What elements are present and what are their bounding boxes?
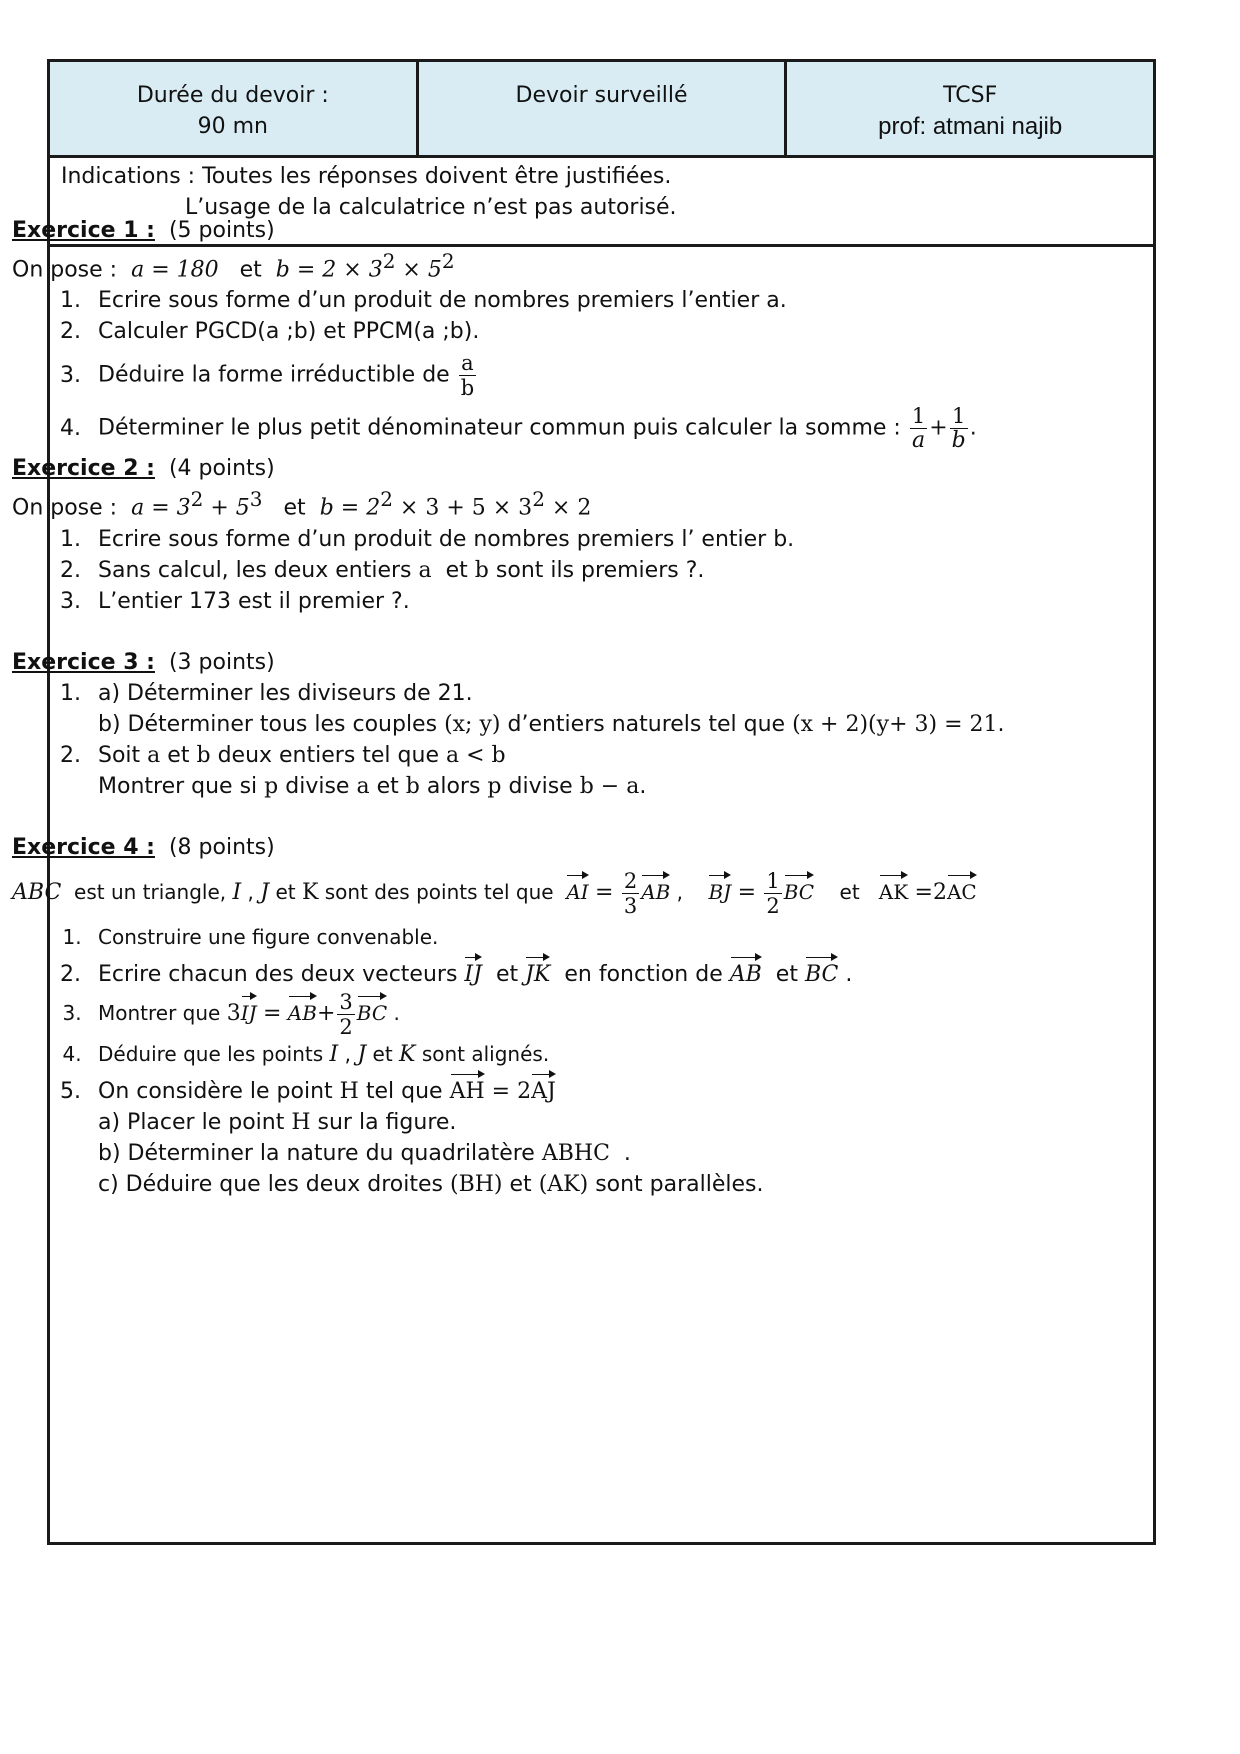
frac-num: 1	[766, 868, 780, 893]
vec-ab2: AB	[730, 953, 762, 990]
vec-ah: AH	[450, 1070, 485, 1107]
vec-ij: IJ	[464, 953, 482, 990]
ex2-et2: et	[445, 557, 468, 583]
ex2-q2a: Sans calcul, les deux entiers	[98, 557, 412, 583]
vec-ak: AK	[879, 871, 908, 908]
ex3-var-p2: p	[487, 773, 502, 799]
ex2-title: Exercice 2 :	[12, 456, 155, 482]
ex2-q2b: sont ils premiers ?.	[495, 557, 705, 583]
ex1-frac-1a	[910, 404, 927, 453]
indications-line1: Indications : Toutes les réponses doivent être justifiées.	[61, 164, 672, 189]
header-title	[416, 62, 785, 155]
indications-line2: L’usage de la calculatrice n’est pas autorisé.	[185, 195, 677, 220]
header-class	[784, 62, 1153, 155]
ex3-et: et	[167, 742, 190, 768]
frac-num: 3	[339, 989, 353, 1014]
frac-1-2	[764, 869, 781, 918]
ex1-frac-ab	[459, 351, 476, 400]
vec-ab: AB	[641, 871, 670, 908]
ex3-var-b2: b	[405, 773, 420, 799]
coef-2: 2	[932, 879, 947, 905]
frac-num: 1	[950, 404, 968, 429]
frac-den: b	[460, 376, 475, 401]
frac-den: 3	[623, 893, 638, 918]
ex4-et5: et	[372, 1041, 393, 1066]
eq: =	[737, 879, 756, 905]
ex2-a-plus: + 5	[203, 495, 250, 521]
frac-den: a	[911, 428, 926, 454]
ex3-q2-mid: deux entiers tel que	[217, 742, 439, 768]
ex1-exp: 2	[382, 249, 396, 273]
ex1-b-def: b = 2 × 3	[275, 257, 383, 283]
ex3-alors: alors	[426, 773, 481, 799]
exercise-1	[12, 215, 1092, 453]
eq: =	[595, 879, 614, 905]
frac-2-3	[622, 869, 639, 918]
ex2-exp3: 3	[249, 487, 263, 512]
ex2-var-b: b	[474, 557, 489, 583]
ex3-q2-soit: Soit	[98, 742, 141, 768]
ex1-q1: 1. Ecrire sous forme d’un produit de nombres premiers l’entier a.	[88, 285, 1092, 316]
vec-ij2: IJ	[241, 992, 257, 1029]
ex4-q5c-pre: b) Déterminer la nature du quadrilatère	[98, 1140, 535, 1166]
ex3-var-b: b	[196, 742, 211, 768]
ex4-q2b: en fonction de	[564, 961, 723, 987]
ex3-q1b-mid: d’entiers naturels tel que	[507, 711, 786, 737]
ex4-et6: et	[509, 1171, 532, 1197]
ex4-q3: Montrer que	[98, 1000, 221, 1025]
ex4-k2: K	[399, 1041, 416, 1067]
ex3-divise2: divise	[508, 773, 573, 799]
ex4-et4: et	[775, 961, 798, 987]
eq: =	[914, 879, 933, 905]
ex3-couple: (x; y)	[444, 711, 501, 737]
vec-bc: BC	[784, 871, 814, 908]
ex2-b-rest2: × 2	[544, 495, 592, 521]
eq: =	[491, 1078, 511, 1104]
teacher-name: prof: atmani najib	[878, 113, 1063, 140]
ex2-var-a: a	[418, 557, 432, 583]
frac-den: 2	[766, 893, 780, 918]
ex3-equation: (x + 2)(y+ 3) = 21	[792, 711, 998, 737]
exercise-2	[12, 453, 1092, 616]
ex4-abhc: ABHC	[541, 1140, 610, 1166]
header-duration	[50, 62, 416, 155]
ex2-exp2: 2	[190, 487, 204, 512]
ex4-et3: et	[495, 961, 519, 987]
ex4-ak: (AK)	[538, 1171, 589, 1197]
frac-den: 2	[339, 1014, 353, 1039]
eq: =	[263, 1000, 282, 1026]
ex4-q4a: Déduire que les points	[98, 1041, 324, 1066]
duration-value: 90 mn	[197, 114, 269, 139]
ex2-b-def: b = 2	[319, 495, 381, 521]
ex4-q5b-post: sur la figure.	[317, 1109, 457, 1135]
ex4-h: H	[339, 1078, 359, 1104]
ex3-inequality: a < b	[445, 742, 506, 768]
ex4-h2: H	[291, 1109, 311, 1135]
ex1-frac-1b	[950, 404, 968, 453]
ex3-q1b-pre: b) Déterminer tous les couples	[98, 711, 438, 737]
ex1-on-pose: On pose :	[12, 257, 118, 283]
ex1-q2: 2. Calculer PGCD(a ;b) et PPCM(a ;b).	[88, 316, 1092, 347]
frac-num: 2	[623, 868, 638, 893]
ex3-divise: divise	[285, 773, 350, 799]
ex3-et2: et	[376, 773, 399, 799]
ex1-q4: Déterminer le plus petit dénominateur commun puis calculer la somme :	[98, 415, 901, 441]
ex4-q5b-pre: a) Placer le point	[98, 1109, 285, 1135]
ex3-q2b-pre: Montrer que si	[98, 773, 258, 799]
ex4-i2: I	[329, 1041, 339, 1067]
ex3-var-a: a	[147, 742, 161, 768]
ex2-exp2-c: 2	[532, 487, 545, 512]
ex3-var-a2: a	[356, 773, 370, 799]
ex3-title: Exercice 3 :	[12, 649, 155, 675]
ex4-j2: J	[357, 1041, 367, 1067]
ex4-et: et	[275, 879, 296, 904]
ex2-et: et	[283, 495, 306, 521]
vec-ab3: AB	[288, 992, 317, 1029]
ex4-q1: Construire une figure convenable.	[98, 924, 439, 949]
ex2-a-def: a = 3	[131, 495, 191, 521]
ex1-points: (5 points)	[168, 218, 275, 243]
vec-ac: AC	[947, 871, 977, 908]
ex4-q5d-pre: c) Déduire que les deux droites	[98, 1171, 443, 1197]
ex4-q5a: On considère le point	[98, 1078, 333, 1104]
header-table	[50, 62, 1153, 158]
frac-num: 1	[911, 404, 926, 429]
ex4-intro1: est un triangle,	[74, 879, 227, 904]
ex1-dot: .	[969, 415, 977, 441]
ex2-q1: 1. Ecrire sous forme d’un produit de nombres premiers l’ entier b.	[88, 524, 1092, 555]
vec-bc2: BC	[805, 953, 838, 990]
ex3-diff: b − a	[579, 773, 640, 799]
ex4-points: (8 points)	[168, 834, 275, 860]
ex1-title: Exercice 1 :	[12, 218, 155, 243]
ex4-q5a2: tel que	[365, 1078, 443, 1104]
exercise-3: Exercice 3 : (3 points) 1. a) Déterminer les diviseurs de 21. b) Déterminer tous les couples (x; y) d’entiers naturels tel que (x + 2)(y+ 3) = 21. 2. Soit a et b deux entiers tel que a < b Montrer que si p divise a et b alors p divise b − a.	[12, 647, 1092, 802]
frac-3-2	[337, 990, 354, 1039]
ex3-points: (3 points)	[168, 649, 275, 675]
ex4-i: I	[232, 879, 242, 905]
ex1-a-def: a = 180	[131, 257, 219, 283]
ex4-q5d-post: sont parallèles.	[595, 1171, 764, 1197]
ex1-exp-b: 2	[441, 249, 455, 273]
ex3-var-p: p	[264, 773, 279, 799]
ex1-q3: Déduire la forme irréductible de	[98, 362, 450, 388]
frac-num: a	[459, 351, 476, 376]
vec-bj: BJ	[708, 871, 731, 908]
plus: +	[316, 1000, 336, 1026]
exercises	[12, 215, 1092, 1200]
ex4-intro2: sont des points tel que	[324, 879, 554, 904]
class-level: TCSF	[943, 83, 998, 108]
vec-bc3: BC	[357, 992, 387, 1029]
exam-title: Devoir surveillé	[515, 83, 688, 108]
ex4-q4b: sont alignés.	[421, 1041, 550, 1066]
ex4-abc: ABC	[12, 879, 62, 905]
vec-jk: JK	[525, 953, 550, 990]
ex4-j: J	[260, 879, 270, 905]
coef-2b: 2	[517, 1078, 532, 1104]
ex1-plus: +	[929, 415, 948, 441]
ex4-k: K	[301, 879, 319, 905]
coef-3: 3	[226, 1000, 241, 1026]
ex3-q1a: a) Déterminer les diviseurs de 21.	[98, 680, 473, 706]
ex4-q2a: Ecrire chacun des deux vecteurs	[98, 961, 458, 987]
ex2-b-rest1: × 3 + 5 × 3	[392, 495, 533, 521]
ex4-title: Exercice 4 :	[12, 834, 155, 860]
ex1-times5: × 5	[395, 257, 442, 283]
ex4-bh: (BH)	[449, 1171, 503, 1197]
vec-ai: AI	[566, 871, 588, 908]
vec-aj: AJ	[531, 1070, 556, 1107]
ex2-points: (4 points)	[168, 456, 275, 482]
ex2-exp2-b: 2	[380, 487, 393, 512]
exercise-4: Exercice 4 : (8 points) ABC est un triangle, I , J et K sont des points tel que AI = $\frac{2}{3}$ AB , BJ = $\frac{1}{2}$ BC et AK =2AC 1. Construire une figure convenable. 2. Ecrire chacun des deux vecteurs IJ et JK en fonction de AB et BC . 3. Montrer que 3IJ = AB+ $\frac{3}{2}$ BC . 4. Déduire que les points I , J et K sont alignés. 5. On considère le point H tel que AH = 2AJ a) Placer le point H sur la figure. b) Déterminer la nature du quadrilatère ABHC . c) Déduire que les deux droites (BH) et (AK) sont parallèles.	[12, 832, 1092, 1200]
duration-label: Durée du devoir :	[136, 83, 329, 108]
ex4-et2: et	[839, 879, 860, 904]
ex2-on-pose: On pose :	[12, 495, 118, 521]
ex1-et: et	[239, 257, 262, 283]
ex2-q3: 3. L’entier 173 est il premier ?.	[88, 586, 1092, 617]
frac-den: b	[951, 428, 966, 454]
